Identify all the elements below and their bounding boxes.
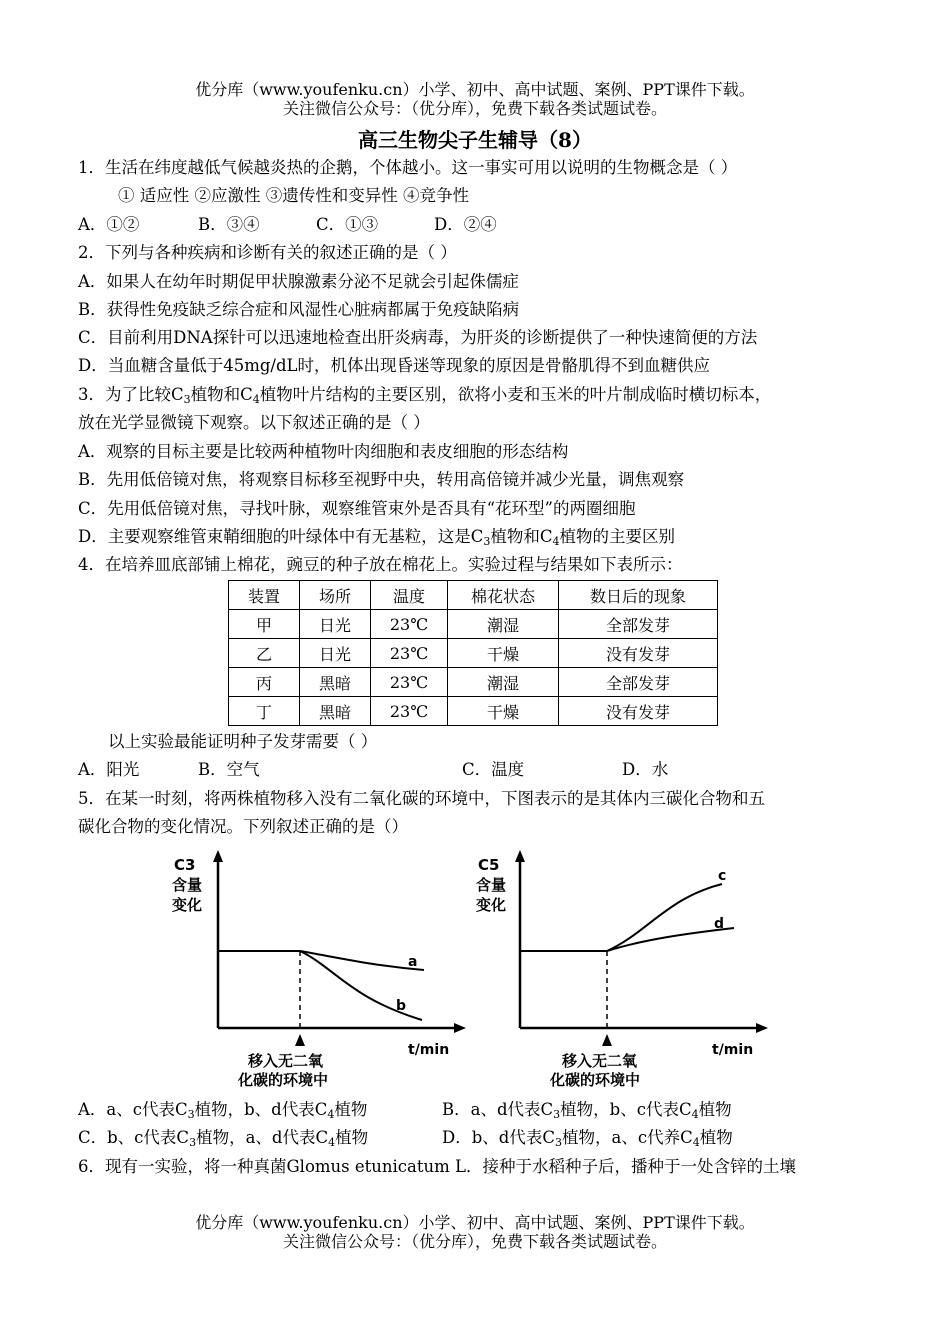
subscript: 4 [327, 1108, 335, 1121]
q5-options-row-1 [78, 1100, 732, 1120]
q3-stem-part: 植物叶片结构的主要区别，欲将小麦和玉米的叶片制成临时横切标本， [259, 385, 772, 404]
q4-stem: 4．在培养皿底部铺上棉花，豌豆的种子放在棉花上。实验过程与结果如下表所示： [78, 555, 683, 574]
subscript: 3 [183, 393, 191, 406]
opt-part: D．b、d代表C [442, 1128, 555, 1147]
table-cell: 23℃ [371, 610, 448, 639]
table-cell: 干燥 [448, 697, 559, 726]
header-line-1: 优分库（www.youfenku.cn）小学、初中、高中试题、案例、PPT课件下载。 [195, 80, 755, 99]
q3-d-part: D．主要观察维管束鞘细胞的叶绿体中有无基粒，这是C [78, 527, 484, 546]
table-cell: 23℃ [371, 668, 448, 697]
opt-part: A．a、c代表C [78, 1100, 188, 1119]
c3-chart [160, 848, 480, 1092]
subscript: 3 [189, 1136, 197, 1149]
c5-x-arrow [756, 1023, 768, 1033]
q2-option-d: D．当血糖含量低于45mg/dL时，机体出现昏迷等现象的原因是骨骼肌得不到血糖供应 [78, 356, 711, 375]
table-cell: 甲 [229, 610, 300, 639]
c3-y-arrow [213, 850, 223, 862]
table-header: 棉花状态 [448, 581, 559, 610]
table-header: 数日后的现象 [559, 581, 718, 610]
opt-part: 植物 [335, 1128, 369, 1147]
c5-ylabel-bot: 变化 [476, 896, 507, 914]
q5-option-b [442, 1100, 732, 1120]
table-header-row [229, 581, 718, 610]
c3-series-a [300, 951, 424, 970]
q3-stem-part: 植物和C [190, 385, 253, 404]
table-cell: 没有发芽 [559, 697, 718, 726]
opt-part: 植物，b、d代表C [194, 1100, 328, 1119]
c5-y-arrow [515, 850, 525, 862]
subscript: 4 [252, 393, 260, 406]
q3-option-c: C．先用低倍镜对焦，寻找叶脉，观察维管束外是否具有“花环型”的两圈细胞 [78, 499, 636, 518]
c5-series-d-label: d [714, 916, 725, 932]
q4-option-a: A．阳光 [78, 760, 140, 779]
opt-part: 植物，a、c代养C [561, 1128, 693, 1147]
q3-d-part: 植物的主要区别 [559, 527, 675, 546]
opt-part: 植物，a、d代表C [196, 1128, 329, 1147]
c3-annotation-2: 化碳的环境中 [238, 1071, 329, 1089]
q3-option-d [78, 527, 675, 547]
opt-part: 植物，b、c代表C [560, 1100, 692, 1119]
q2-option-a: A．如果人在幼年时期促甲状腺激素分泌不足就会引起侏儒症 [78, 272, 519, 291]
q5-stem-2: 碳化合物的变化情况。下列叙述正确的是（） [78, 817, 408, 836]
q3-stem-part: 3．为了比较C [78, 385, 184, 404]
c5-annotation-1: 移入无二氧 [562, 1052, 638, 1070]
table-cell: 丁 [229, 697, 300, 726]
table-cell: 23℃ [371, 639, 448, 668]
c5-ylabel-mid: 含量 [476, 876, 507, 894]
subscript: 3 [483, 535, 491, 548]
q3-option-b: B．先用低倍镜对焦，将观察目标移至视野中央，转用高倍镜并减少光量，调焦观察 [78, 470, 685, 489]
table-header: 温度 [371, 581, 448, 610]
table-row [229, 610, 718, 639]
table-cell: 乙 [229, 639, 300, 668]
opt-part: 植物 [334, 1100, 368, 1119]
q5-stem: 5．在某一时刻，将两株植物移入没有二氧化碳的环境中，下图表示的是其体内三碳化合物和五 [78, 789, 765, 808]
c5-series-c [607, 884, 725, 951]
c5-chart [462, 848, 782, 1092]
table-cell: 没有发芽 [559, 639, 718, 668]
c3-annotation-1: 移入无二氧 [248, 1052, 324, 1070]
c3-ylabel-top: C3 [174, 856, 196, 874]
q4-question: 以上实验最能证明种子发芽需要（ ） [108, 732, 378, 751]
table-header: 场所 [300, 581, 371, 610]
table-cell: 日光 [300, 639, 371, 668]
c3-ylabel-mid: 含量 [172, 876, 203, 894]
table-row [229, 668, 718, 697]
c3-up-arrow [295, 1034, 305, 1046]
subscript: 3 [187, 1108, 195, 1121]
q2-option-b: B．获得性免疫缺乏综合症和风湿性心脏病都属于免疫缺陷病 [78, 300, 520, 319]
table-cell: 干燥 [448, 639, 559, 668]
c5-xlabel: t/min [712, 1042, 754, 1058]
table-cell: 全部发芽 [559, 668, 718, 697]
page-title: 高三生物尖子生辅导（8） [358, 128, 592, 152]
subscript: 4 [328, 1136, 336, 1149]
q5-option-d [442, 1128, 733, 1148]
q5-option-a [78, 1100, 442, 1120]
q1-stem: 1．生活在纬度越低气候越炎热的企鹅，个体越小。这一事实可用以说明的生物概念是（ ） [78, 158, 738, 177]
subscript: 4 [552, 535, 560, 548]
c3-series-b-label: b [396, 998, 407, 1014]
subscript: 3 [554, 1136, 562, 1149]
c5-annotation-2: 化碳的环境中 [550, 1071, 641, 1089]
subscript: 3 [553, 1108, 561, 1121]
q1-option-c: C．①③ [316, 215, 379, 234]
q5-option-c [78, 1128, 442, 1148]
q3-option-a: A．观察的目标主要是比较两种植物叶肉细胞和表皮细胞的形态结构 [78, 442, 569, 461]
q1-option-a: A．①② [78, 215, 140, 234]
experiment-table [228, 580, 718, 726]
q6-stem: 6．现有一实验，将一种真菌Glomus etunicatum L．接种于水稻种子后，播种于一处含锌的土壤 [78, 1157, 796, 1176]
table-cell: 潮湿 [448, 610, 559, 639]
q4-option-b: B．空气 [198, 760, 260, 779]
opt-part: 植物 [698, 1100, 732, 1119]
q1-option-b: B．③④ [198, 215, 260, 234]
table-cell: 黑暗 [300, 668, 371, 697]
opt-part: B．a、d代表C [442, 1100, 554, 1119]
c3-series-a-label: a [408, 954, 418, 970]
q2-option-c: C．目前利用DNA探针可以迅速地检查出肝炎病毒，为肝炎的诊断提供了一种快速简便的方法 [78, 328, 758, 347]
table-cell: 日光 [300, 610, 371, 639]
q3-stem [78, 385, 771, 405]
q4-option-d: D．水 [622, 760, 669, 779]
header-line-2: 关注微信公众号：（优分库），免费下载各类试题试卷。 [282, 99, 667, 118]
c3-ylabel-bot: 变化 [172, 896, 203, 914]
subscript: 4 [692, 1136, 700, 1149]
opt-part: 植物 [699, 1128, 733, 1147]
c5-series-c-label: c [718, 868, 727, 884]
q1-option-d: D．②④ [434, 215, 497, 234]
q5-options-row-2 [78, 1128, 733, 1148]
q1-items: ① 适应性 ②应激性 ③遗传性和变异性 ④竞争性 [118, 186, 469, 205]
c5-up-arrow [602, 1034, 612, 1046]
q3-stem-2: 放在光学显微镜下观察。以下叙述正确的是（ ） [78, 413, 430, 432]
table-row [229, 639, 718, 668]
opt-part: C．b、c代表C [78, 1128, 190, 1147]
q4-option-c: C．温度 [462, 760, 525, 779]
table-cell: 黑暗 [300, 697, 371, 726]
table-cell: 潮湿 [448, 668, 559, 697]
footer-line-1: 优分库（www.youfenku.cn）小学、初中、高中试题、案例、PPT课件下载。 [195, 1213, 755, 1232]
table-row [229, 697, 718, 726]
q2-stem: 2．下列与各种疾病和诊断有关的叙述正确的是（ ） [78, 243, 457, 262]
table-cell: 丙 [229, 668, 300, 697]
q4-options [78, 760, 668, 780]
table-cell: 全部发芽 [559, 610, 718, 639]
footer-line-2: 关注微信公众号：（优分库），免费下载各类试题试卷。 [282, 1232, 667, 1251]
c3-xlabel: t/min [408, 1042, 450, 1058]
subscript: 4 [691, 1108, 699, 1121]
c5-ylabel-top: C5 [478, 856, 500, 874]
table-header: 装置 [229, 581, 300, 610]
q1-options [78, 215, 497, 235]
q3-d-part: 植物和C [490, 527, 553, 546]
table-cell: 23℃ [371, 697, 448, 726]
